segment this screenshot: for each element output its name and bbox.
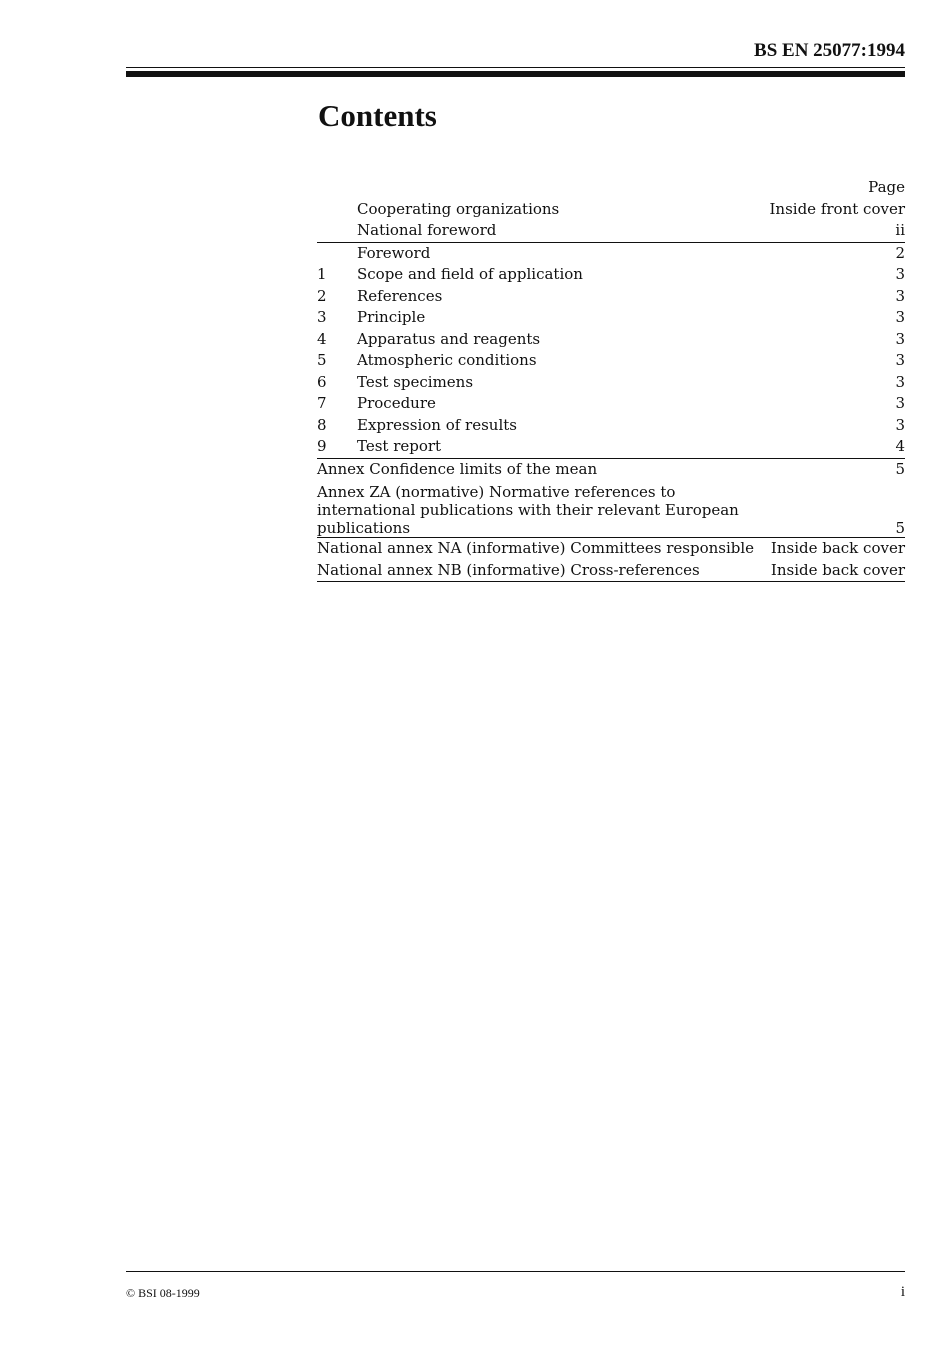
toc-entry: Cooperating organizations [357, 199, 560, 218]
toc-entry: Principle [357, 308, 426, 326]
toc-page: Inside back cover [770, 538, 906, 560]
toc-page: 3 [895, 372, 905, 391]
toc-page: 3 [895, 329, 905, 348]
toc-page: 3 [895, 394, 905, 412]
toc-entry: Annex ZA (normative) Normative references to international publications with their relevant European publications [317, 483, 739, 537]
document-number: BS EN 25077:1994 [754, 40, 905, 61]
toc-header-row [317, 177, 905, 199]
toc-entry: National annex NA (informative) Committees responsible [317, 538, 770, 560]
toc-number: 2 [317, 286, 327, 305]
toc-row [317, 220, 905, 242]
toc-number: 9 [317, 437, 327, 455]
toc-number: 4 [317, 329, 327, 348]
toc-row [317, 538, 905, 560]
toc-entry: Foreword [357, 242, 770, 264]
toc-row [317, 480, 905, 538]
toc-row [317, 372, 905, 394]
toc-row [317, 264, 905, 286]
toc-row [317, 436, 905, 458]
toc-page: 2 [770, 242, 906, 264]
copyright-notice: © BSI 08-1999 [126, 1286, 200, 1300]
toc-page: 3 [895, 286, 905, 305]
header-rule-thin [126, 67, 905, 68]
toc-row [317, 199, 905, 221]
toc-entry: Expression of results [357, 415, 517, 434]
toc-entry: References [357, 286, 443, 305]
toc-page: 4 [895, 437, 905, 455]
toc-row [317, 329, 905, 351]
toc-page: Inside back cover [770, 560, 906, 582]
toc-number [317, 199, 357, 221]
toc-row [317, 307, 905, 329]
toc-page: 3 [895, 351, 905, 369]
toc-page: 5 [895, 519, 905, 537]
toc-number: 6 [317, 372, 327, 391]
toc-entry: National annex NB (informative) Cross-references [317, 560, 770, 582]
toc-number [317, 242, 357, 264]
toc-row [317, 393, 905, 415]
toc-row [317, 350, 905, 372]
toc-entry: Atmospheric conditions [357, 351, 537, 369]
toc-page: Inside front cover [769, 199, 905, 218]
toc-entry: Test report [357, 437, 442, 455]
toc-entry: Scope and field of application [357, 265, 583, 283]
toc-number: 8 [317, 415, 327, 434]
toc-number: 3 [317, 308, 327, 326]
toc-page: 3 [895, 308, 905, 326]
toc-page: ii [895, 221, 905, 239]
toc-page: 3 [895, 265, 905, 283]
page-number: i [900, 1284, 905, 1300]
toc-entry: Procedure [357, 394, 436, 412]
toc-row [317, 415, 905, 437]
toc-row [317, 242, 905, 264]
toc-row [317, 560, 905, 582]
toc-row [317, 458, 905, 480]
toc-page: 3 [895, 415, 905, 434]
page-title: Contents [318, 98, 437, 133]
page-column-heading: Page [868, 178, 905, 196]
toc-entry: Annex Confidence limits of the mean [317, 458, 770, 480]
toc-page: 5 [770, 458, 906, 480]
toc-row [317, 286, 905, 308]
table-of-contents [317, 177, 905, 582]
toc-entry: Test specimens [357, 372, 474, 391]
footer-rule [126, 1271, 905, 1272]
header-rule-thick [126, 71, 905, 77]
toc-number: 1 [317, 265, 327, 283]
toc-entry: Apparatus and reagents [357, 329, 541, 348]
toc-number [317, 220, 357, 242]
toc-number: 7 [317, 394, 327, 412]
toc-entry: National foreword [357, 221, 497, 239]
toc-number: 5 [317, 351, 327, 369]
